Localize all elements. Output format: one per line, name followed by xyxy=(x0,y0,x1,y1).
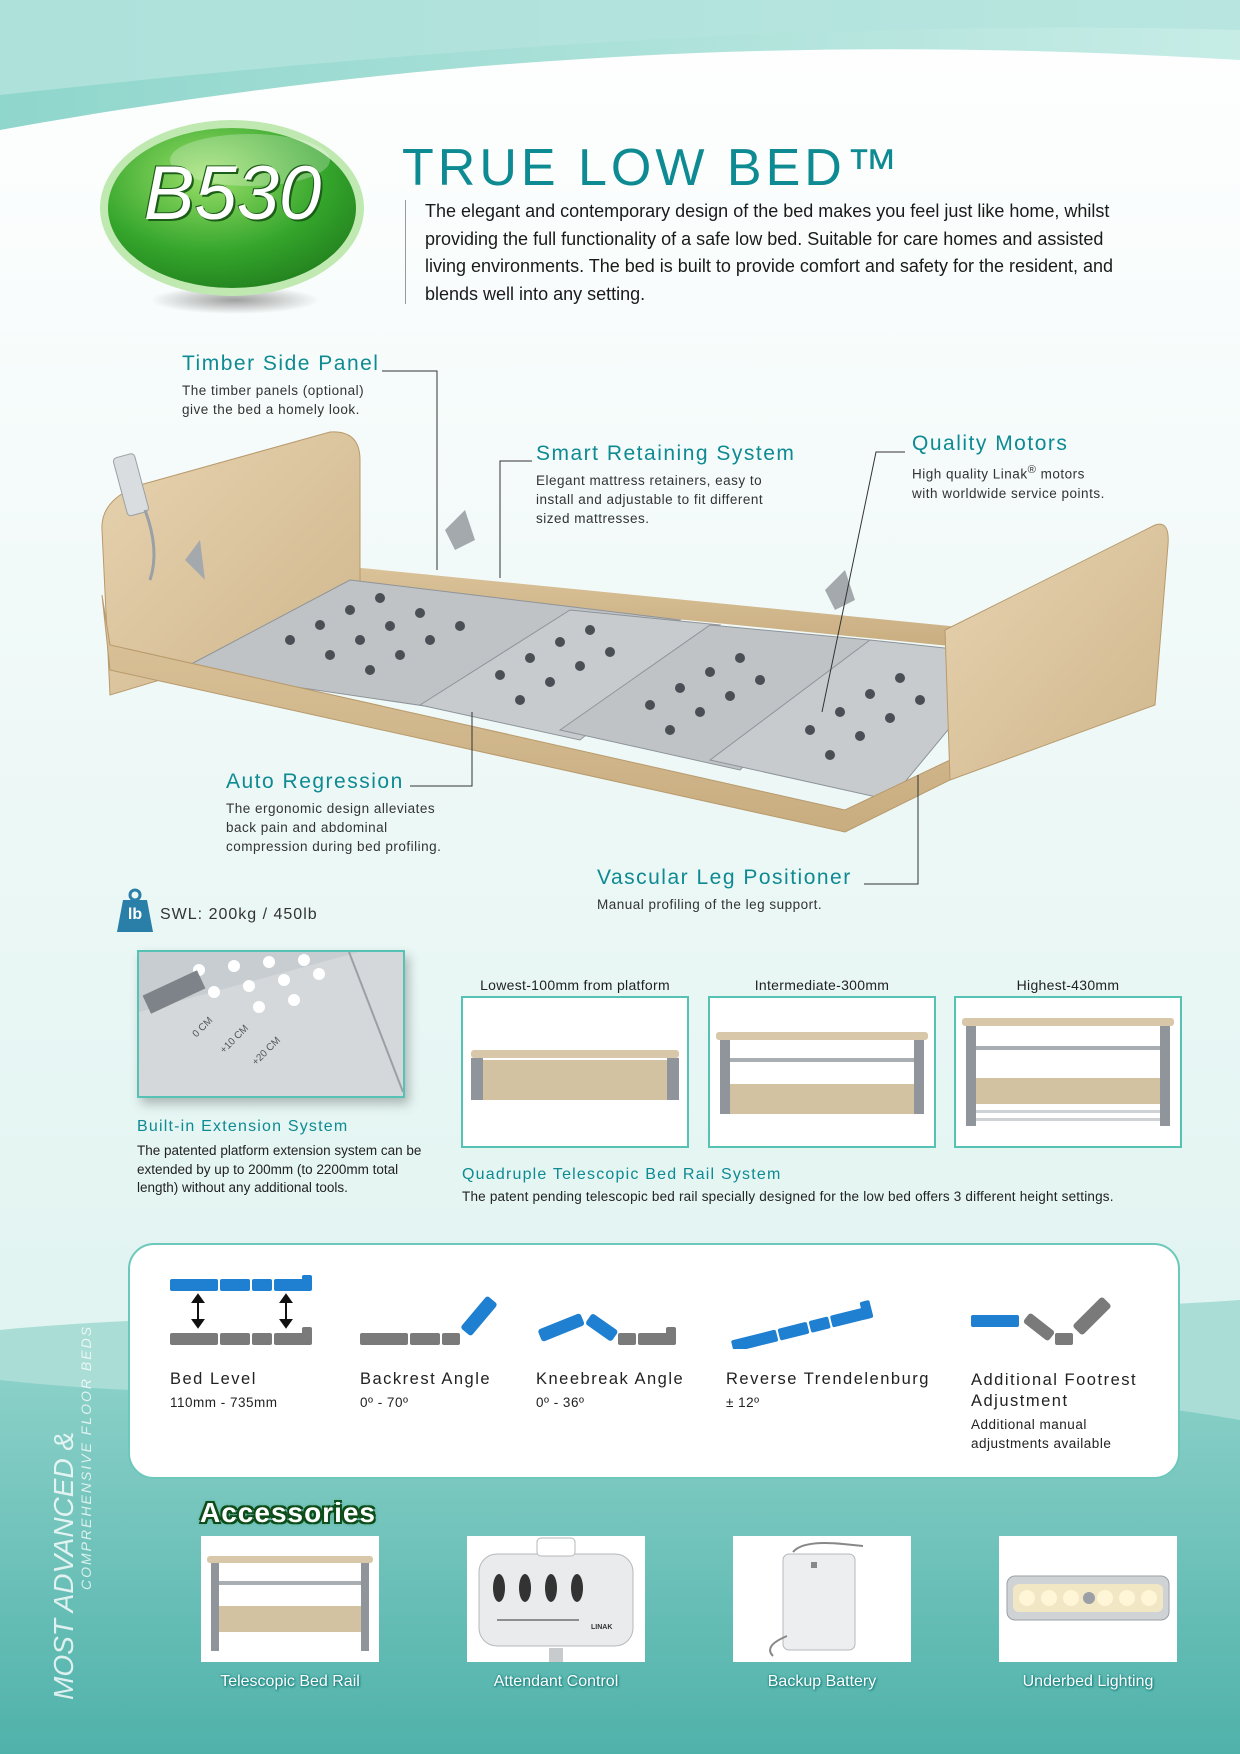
control-brand: LINAK xyxy=(591,1624,613,1631)
feature-title: Reverse Trendelenburg xyxy=(726,1370,930,1388)
callout-auto-regression xyxy=(226,770,466,856)
callout-text xyxy=(912,461,1112,503)
swl-text: SWL: 200kg / 450lb xyxy=(160,906,318,923)
backrest-angle-icon xyxy=(360,1275,510,1349)
callout-title: Auto Regression xyxy=(226,770,404,793)
feature-backrest-angle xyxy=(360,1275,540,1410)
side-tagline-sub: COMPREHENSIVE FLOOR BEDS xyxy=(78,1324,94,1590)
feature-title: Backrest Angle xyxy=(360,1370,492,1388)
accessory-label-attendant-control: Attendant Control xyxy=(493,1673,619,1690)
feature-value: ± 12º xyxy=(726,1395,760,1410)
intro-text: The elegant and contemporary design of the bed makes you feel just like home, whilst providing the full functionality of a safe low bed. Suitable for care homes and assisted living environments. The bed is built to provide comfort and safety for the resident, and blends well into any setting. xyxy=(425,201,1114,304)
extension-mark-0: 0 CM xyxy=(190,1015,216,1040)
side-tagline-main: MOST ADVANCED & xyxy=(48,1431,79,1700)
bed-level-icon xyxy=(170,1275,320,1349)
callout-vascular-leg xyxy=(597,866,897,914)
feature-title: Kneebreak Angle xyxy=(536,1370,685,1388)
callout-quality-motors xyxy=(912,432,1132,503)
rails-text: The patent pending telescopic bed rail specially designed for the low bed offers 3 different height settings. xyxy=(462,1189,1114,1204)
registered-mark: ® xyxy=(1027,464,1037,476)
accessory-photo-bed-rail xyxy=(201,1536,379,1662)
extension-text: The patented platform extension system can be extended by up to 200mm (to 2200mm total length) without any additional tools. xyxy=(137,1143,422,1195)
model-number: B530 xyxy=(143,151,322,236)
callout-smart-retaining xyxy=(536,442,816,528)
feature-value: 0º - 70º xyxy=(360,1395,409,1410)
feature-title: Bed Level xyxy=(170,1370,257,1388)
callout-title: Vascular Leg Positioner xyxy=(597,866,852,889)
extension-mark-10: +10 CM xyxy=(218,1023,252,1056)
accessory-label-underbed-lighting: Underbed Lighting xyxy=(1022,1673,1154,1690)
callout-text-b: motors with worldwide service points. xyxy=(912,466,1105,501)
accessory-photo-underbed-lighting xyxy=(999,1536,1177,1662)
footrest-adjustment-icon xyxy=(971,1275,1121,1349)
callout-text: Elegant mattress retainers, easy to install and adjustable to fit different sized mattresses. xyxy=(536,473,764,526)
accessory-photo-backup-battery xyxy=(733,1536,911,1662)
reverse-trendelenburg-icon xyxy=(726,1275,876,1349)
feature-bed-level xyxy=(170,1275,340,1410)
weight-badge-text: lb xyxy=(127,906,143,923)
rail-caption-highest: Highest-430mm xyxy=(1016,977,1120,993)
side-tagline xyxy=(48,1300,94,1700)
rail-photo-highest xyxy=(954,996,1182,1148)
feature-value: Additional manual adjustments available xyxy=(971,1417,1112,1451)
callout-text: The timber panels (optional) give the bed a homely look. xyxy=(182,383,365,417)
swl-row xyxy=(115,888,415,933)
callout-title: Timber Side Panel xyxy=(182,352,380,375)
callout-timber-side-panel xyxy=(182,352,412,419)
rail-photo-lowest xyxy=(461,996,689,1148)
callout-text-a: High quality Linak xyxy=(912,466,1028,482)
callout-text: The ergonomic design alleviates back pain and abdominal compression during bed profiling. xyxy=(226,801,442,854)
rail-photo-intermediate xyxy=(708,996,936,1148)
feature-value: 110mm - 735mm xyxy=(170,1395,278,1410)
feature-footrest-adjustment xyxy=(971,1275,1171,1453)
extension-mark-20: +20 CM xyxy=(250,1035,284,1068)
page-title: TRUE LOW BED™ xyxy=(402,139,902,197)
weight-icon xyxy=(115,888,155,933)
feature-kneebreak-angle xyxy=(536,1275,716,1410)
kneebreak-angle-icon xyxy=(536,1275,686,1349)
rail-caption-lowest: Lowest-100mm from platform xyxy=(480,977,670,993)
extension-title: Built-in Extension System xyxy=(137,1118,349,1135)
accessory-label-backup-battery: Backup Battery xyxy=(767,1673,877,1690)
callout-title: Smart Retaining System xyxy=(536,442,796,465)
feature-value: 0º - 36º xyxy=(536,1395,585,1410)
accessory-photo-attendant-control xyxy=(467,1536,645,1662)
extension-photo xyxy=(137,950,405,1098)
accessory-label-bed-rail: Telescopic Bed Rail xyxy=(220,1673,360,1690)
extension-platform-image xyxy=(139,952,403,1096)
callout-title: Quality Motors xyxy=(912,432,1069,455)
rails-title: Quadruple Telescopic Bed Rail System xyxy=(462,1166,782,1183)
feature-title: Additional Footrest Adjustment xyxy=(971,1371,1138,1410)
feature-reverse-trendelenburg xyxy=(726,1275,936,1410)
rail-caption-intermediate: Intermediate-300mm xyxy=(754,977,890,993)
callout-text: Manual profiling of the leg support. xyxy=(597,897,823,912)
accessories-title: Accessories xyxy=(200,1497,377,1528)
